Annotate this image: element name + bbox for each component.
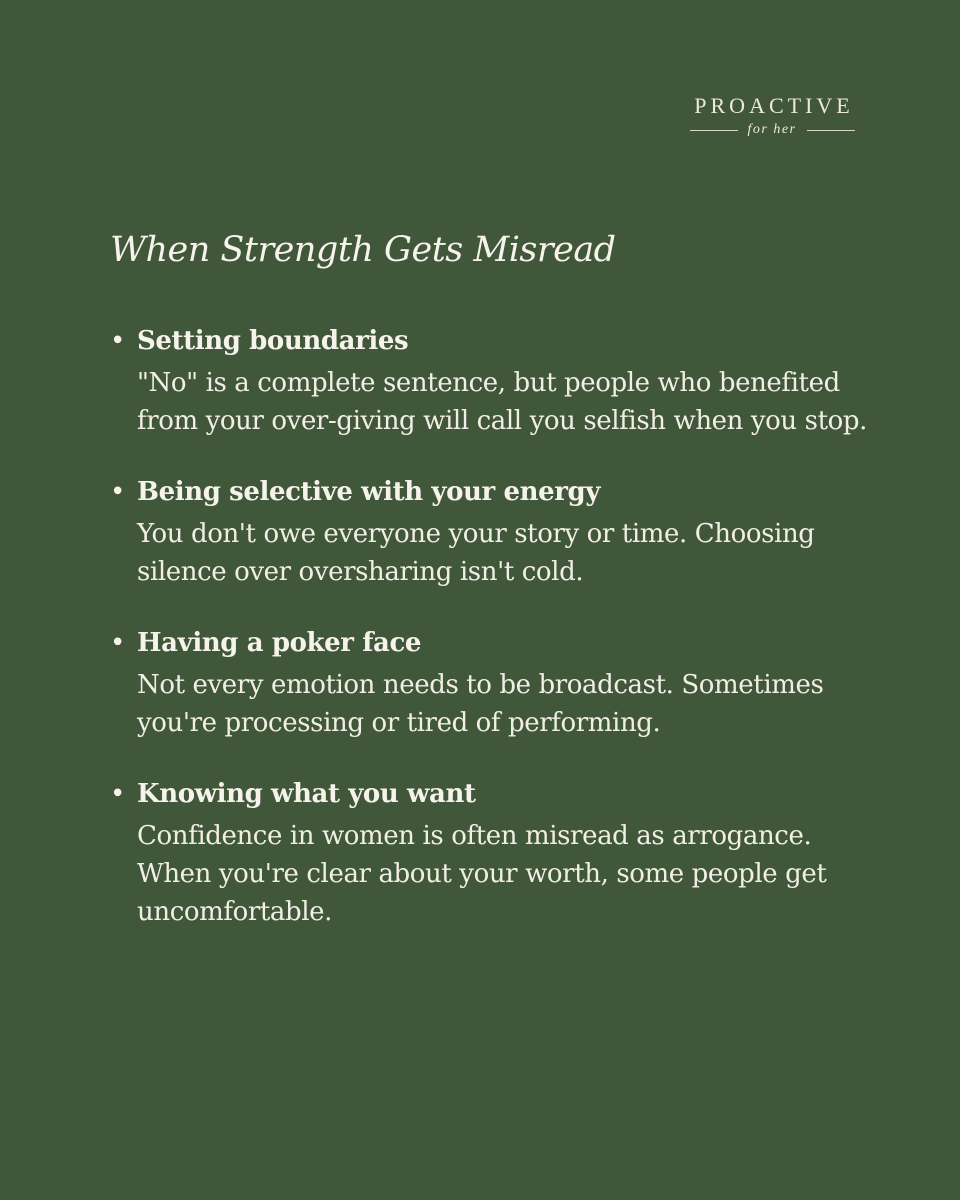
bullet-icon: •	[110, 326, 126, 356]
bullet-icon: •	[110, 477, 126, 507]
item-heading: Being selective with your energy	[137, 477, 601, 507]
item-body: Not every emotion needs to be broadcast. Sometimes you're processing or tired of performing.	[137, 670, 824, 738]
bullet-icon: •	[110, 628, 126, 658]
page-title: When Strength Gets Misread	[110, 230, 616, 270]
item-body: Confidence in women is often misread as arrogance. When you're clear about your worth, some people get uncomfortable.	[137, 821, 827, 927]
tagline-rule-left	[690, 130, 738, 131]
brand-tagline-row	[680, 122, 864, 138]
item-body: "No" is a complete sentence, but people who benefited from your over-giving will call you selfish when you stop.	[137, 368, 867, 436]
tips-list	[110, 322, 910, 964]
list-item	[110, 775, 910, 931]
bullet-icon: •	[110, 779, 126, 809]
item-heading: Knowing what you want	[137, 779, 476, 809]
list-item	[110, 322, 910, 440]
item-heading: Having a poker face	[137, 628, 422, 658]
list-item	[110, 624, 910, 742]
brand-name: PROACTIVE	[694, 93, 854, 118]
item-heading: Setting boundaries	[137, 326, 409, 356]
list-item	[110, 473, 910, 591]
tagline-rule-right	[807, 130, 855, 131]
item-body: You don't owe everyone your story or time. Choosing silence over oversharing isn't cold.	[137, 519, 815, 587]
brand-logo	[680, 94, 864, 138]
brand-tagline: for her	[747, 122, 797, 137]
